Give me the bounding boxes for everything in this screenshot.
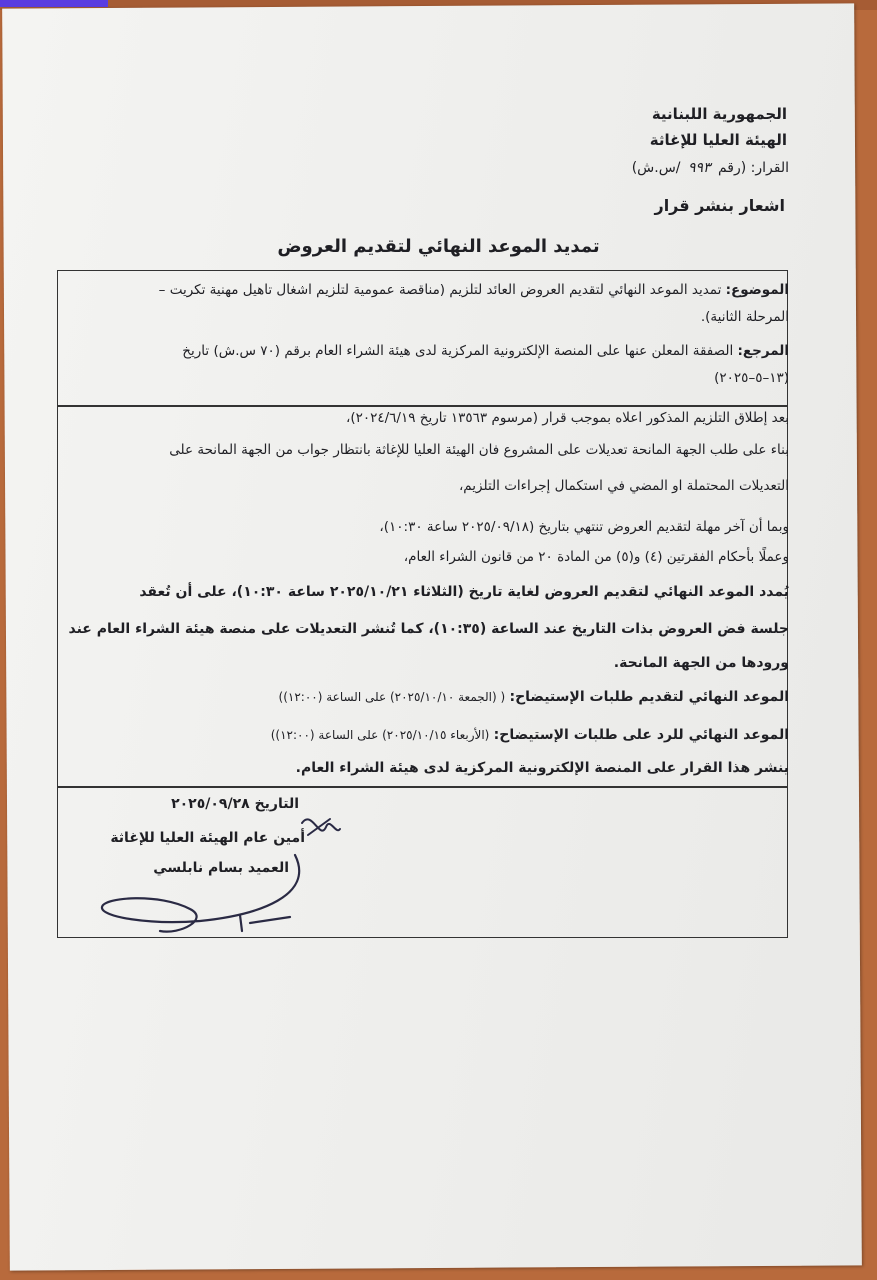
signatory-title: أمين عام الهيئة العليا للإغاثة bbox=[110, 830, 305, 846]
response-value: (الأربعاء ٢٠٢٥/١٠/١٥) على الساعة (١٢:٠٠)) bbox=[270, 728, 490, 742]
reference-line-1 bbox=[182, 343, 789, 359]
reference-text-1: الصفقة المعلن عنها على المنصة الإلكترونية المركزية لدى هيئة الشراء العام برقم (٧٠ س.ش) تاريخ bbox=[182, 343, 734, 359]
reference-label: المرجع: bbox=[737, 343, 789, 359]
publication-statement: ينشر هذا القرار على المنصة الإلكترونية المركزية لدى هيئة الشراء العام. bbox=[295, 760, 789, 776]
reference-text-2: (١٣–٥–٢٠٢٥) bbox=[714, 370, 789, 386]
decision-number-line bbox=[632, 160, 789, 176]
extension-decision-1: يُمدد الموعد النهائي لتقديم العروض لغاية تاريخ (الثلاثاء ٢٠٢٥/١٠/٢١ ساعة ١٠:٣٠)، على أن تُعقد bbox=[139, 584, 789, 600]
clarification-label: الموعد النهائي لتقديم طلبات الإستيضاح: bbox=[509, 689, 789, 705]
response-label: الموعد النهائي للرد على طلبات الإستيضاح: bbox=[493, 727, 789, 743]
signatory-name: العميد بسام نابلسي bbox=[153, 860, 289, 876]
publication-notice: اشعار بنشر قرار bbox=[654, 196, 785, 215]
decision-number: ٩٩٣ bbox=[687, 160, 711, 176]
signature-date-value: ٢٠٢٥/٠٩/٢٨ bbox=[171, 796, 250, 812]
decision-suffix: /س.ش) bbox=[631, 160, 681, 176]
paragraph-deadline: وبما أن آخر مهلة لتقديم العروض تنتهي بتاريخ (٢٠٢٥/٠٩/١٨ ساعة ١٠:٣٠)، bbox=[379, 519, 789, 535]
extension-decision-2: جلسة فض العروض بذات التاريخ عند الساعة (١٠:٣٥)، كما تُنشر التعديلات على منصة هيئة الشراء العام عند bbox=[68, 621, 789, 637]
subject-text-2: المرحلة الثانية). bbox=[700, 309, 789, 325]
subject-label: الموضوع: bbox=[725, 282, 789, 298]
paragraph-request-1: بناء على طلب الجهة المانحة تعديلات على المشروع فان الهيئة العليا للإغاثة بانتظار جواب من الجهة المانحة على bbox=[169, 442, 789, 458]
paragraph-request-2: التعديلات المحتملة او المضي في استكمال إجراءات التلزيم، bbox=[458, 478, 789, 494]
document-title: تمديد الموعد النهائي لتقديم العروض bbox=[277, 236, 600, 257]
paragraph-launch: بعد إطلاق التلزيم المذكور اعلاه بموجب قرار (مرسوم ١٣٥٦٣ تاريخ ٢٠٢٤/٦/١٩)، bbox=[345, 410, 789, 426]
clarification-value: ( (الجمعة ٢٠٢٥/١٠/١٠) على الساعة (١٢:٠٠)) bbox=[278, 690, 506, 704]
subject-text-1: تمديد الموعد النهائي لتقديم العروض العائد لتلزيم (مناقصة عمومية لتلزيم اشغال تاهيل مهنية تكريت – bbox=[158, 282, 722, 298]
paragraph-legal-basis: وعملًا بأحكام الفقرتين (٤) و(٥) من المادة ٢٠ من قانون الشراء العام، bbox=[403, 549, 789, 565]
response-deadline bbox=[271, 727, 789, 743]
authority-name: الهيئة العليا للإغاثة bbox=[649, 131, 787, 149]
handwritten-signature bbox=[90, 805, 350, 945]
signature-date-label: التاريخ bbox=[254, 796, 299, 812]
extension-decision-3: ورودها من الجهة المانحة. bbox=[613, 655, 789, 671]
clarification-deadline bbox=[279, 689, 789, 705]
decision-label: القرار: (رقم bbox=[717, 160, 789, 176]
country-name: الجمهورية اللبنانية bbox=[651, 105, 787, 123]
subject-line-1 bbox=[159, 282, 789, 298]
